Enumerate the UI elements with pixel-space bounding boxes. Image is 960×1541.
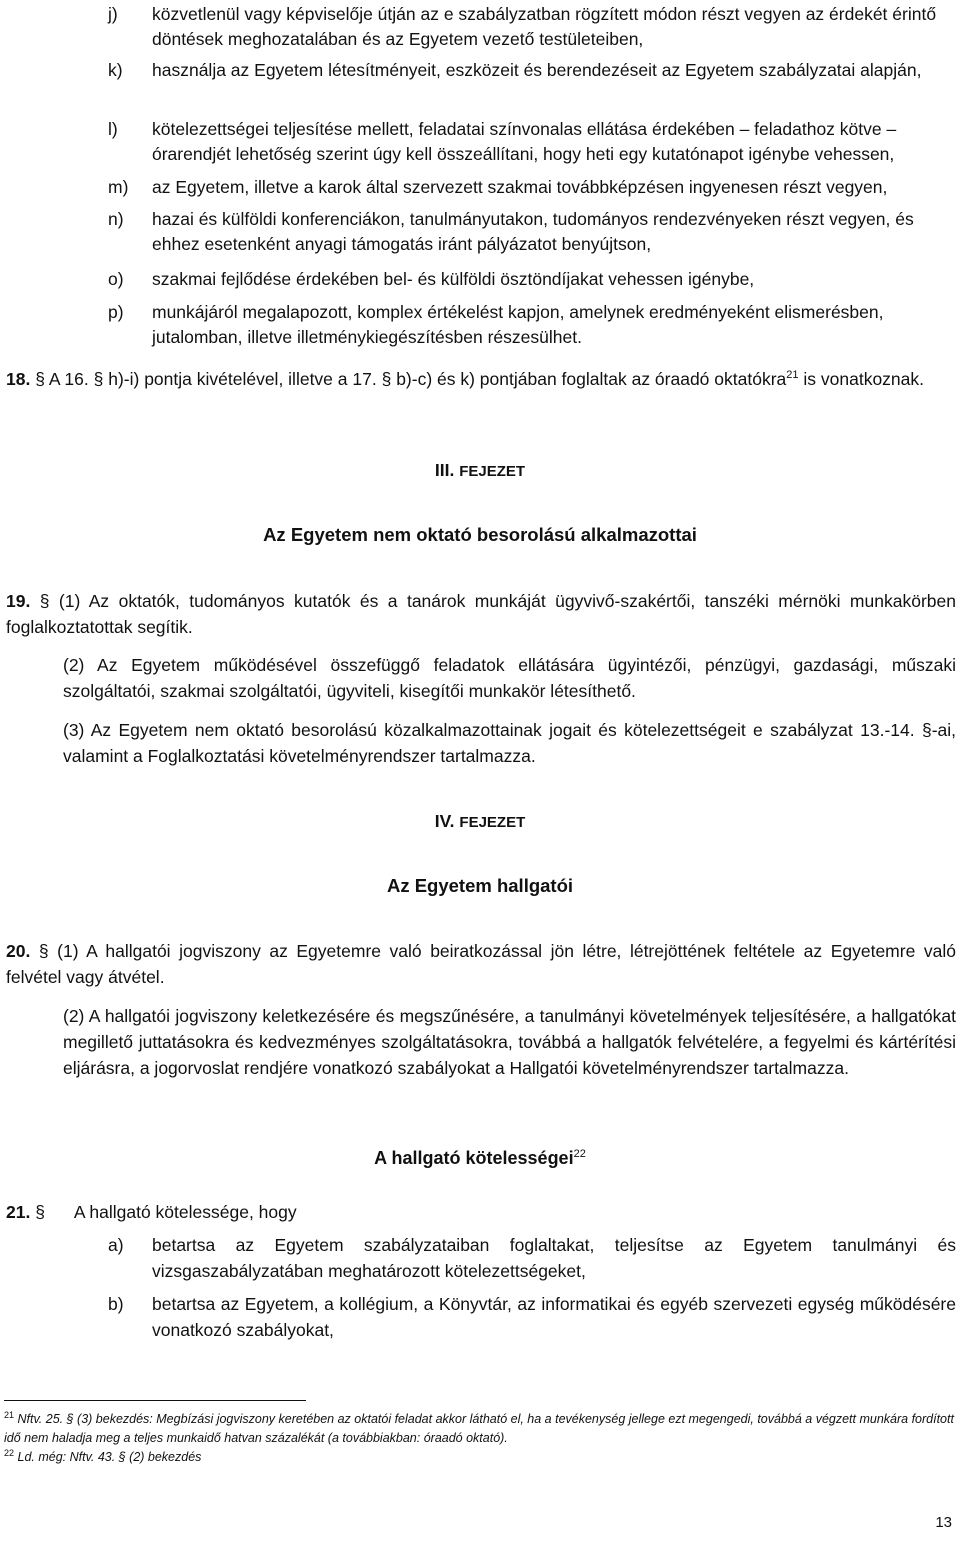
- section-19-p1: [6, 588, 956, 640]
- section-sign: §: [93, 369, 104, 389]
- footnote-separator: [4, 1400, 306, 1401]
- section-text: (2) A hallgatói jogviszony keletkezésére és megszűnésére, a tanulmányi követelmények teljesítésére, a hallgatókat megillető juttatásokra és kedvezményes szolgáltatásokra, továbbá a hallgatók felvételére, a fegyelmi és kártérítési eljárásra, a jogorvoslat rendjére vonatkozó szabályokat a Hallgatói követelményrendszer tartalmazza.: [63, 1006, 956, 1078]
- section-text: (1) Az oktatók, tudományos kutatók és a tanárok munkáját ügyvivő-szakértői, tanszéki mérnöki munkakörben foglalkoztatottak segítik.: [6, 591, 956, 637]
- section-number: 20.: [6, 941, 31, 961]
- section-text: A hallgató kötelessége, hogy: [73, 1202, 297, 1222]
- footnote-ref[interactable]: 21: [786, 369, 799, 382]
- section-sign: §: [38, 941, 49, 961]
- section-sign: §: [66, 1412, 74, 1426]
- section-sign: §: [381, 369, 392, 389]
- list-text: kötelezettségei teljesítése mellett, feladatai színvonalas ellátása érdekében – feladathoz kötve – órarendjét lehetőség szerint úgy kell összeállítani, hogy heti egy kutatónapot igénybe vehessen,: [152, 119, 897, 164]
- list-text: betartsa az Egyetem szabályzataiban foglaltakat, teljesítse az Egyetem tanulmányi és vizsgaszabályzatában meghatározott kötelezettségeket,: [152, 1235, 956, 1281]
- section-18: [6, 366, 956, 392]
- section-text: is vonatkoznak.: [803, 369, 925, 389]
- list-label: l): [108, 119, 118, 139]
- section-21: [6, 1199, 956, 1225]
- footnote-text: (2) bekezdés: [129, 1450, 202, 1464]
- list-label: p): [108, 302, 124, 322]
- footnote-21: [4, 1410, 956, 1448]
- section-19-p2: [63, 652, 956, 704]
- footnote-text: Ld. még: Nftv. 43.: [17, 1450, 116, 1464]
- section-sign: §: [39, 591, 50, 611]
- section-sign: §: [118, 1450, 126, 1464]
- page-number: 13: [935, 1514, 952, 1531]
- list-text: szakmai fejlődése érdekében bel- és külföldi ösztöndíjakat vehessen igénybe,: [152, 269, 755, 289]
- chapter-roman: IV.: [434, 811, 455, 831]
- list-label: j): [108, 4, 118, 24]
- subtitle-obligations: [0, 1148, 960, 1169]
- list-text: betartsa az Egyetem, a kollégium, a Könyvtár, az informatikai és egyéb szervezeti egység működésére vonatkozó szabályokat,: [152, 1294, 956, 1340]
- subtitle-text: A hallgató kötelességei: [374, 1148, 574, 1168]
- section-20-p1: [6, 938, 956, 990]
- section-20-p2: [63, 1003, 956, 1081]
- chapter-word: FEJEZET: [459, 814, 526, 831]
- section-text: (1) A hallgatói jogviszony az Egyetemre való beiratkozással jön létre, létrejöttének feltétele az Egyetemre való felvétel vagy átvétel.: [6, 941, 956, 987]
- list-label: b): [108, 1294, 124, 1314]
- section-sign: §: [921, 720, 932, 740]
- list-label: m): [108, 177, 129, 197]
- section-text: A 16.: [48, 369, 89, 389]
- list-text: használja az Egyetem létesítményeit, eszközeit és berendezéseit az Egyetem szabályzatai alapján,: [152, 60, 922, 80]
- section-text: h)-i) pontja kivételével, illetve a 17.: [108, 369, 377, 389]
- section-text: -ai, valamint a Foglalkoztatási követelményrendszer tartalmazza.: [63, 720, 956, 766]
- section-number: 19.: [6, 591, 31, 611]
- chapter-heading-3: [0, 460, 960, 481]
- list-label: o): [108, 269, 124, 289]
- list-text: munkájáról megalapozott, komplex értékelést kapjon, amelynek eredményeként elismerésben, jutalomban, illetve illetménykiegészítésben részesülhet.: [152, 302, 884, 347]
- list-text: hazai és külföldi konferenciákon, tanulmányutakon, tudományos rendezvényeken részt vegyen, és ehhez esetenként anyagi támogatás iránt pályázatot benyújtson,: [152, 209, 914, 254]
- footnote-22: [4, 1448, 956, 1467]
- list-label: a): [108, 1235, 124, 1255]
- footnote-text: Nftv. 25.: [17, 1412, 64, 1426]
- section-number: 18.: [6, 369, 31, 389]
- chapter-title-3: Az Egyetem nem oktató besorolású alkalmazottai: [263, 524, 697, 545]
- footnote-number: 21: [4, 1409, 15, 1420]
- chapter-word: FEJEZET: [459, 463, 526, 480]
- footnote-number: 22: [4, 1447, 15, 1458]
- chapter-heading-4: [0, 811, 960, 832]
- section-text: b)-c) és k) pontjában foglaltak az óraadó oktatókra: [396, 369, 787, 389]
- list-text: közvetlenül vagy képviselője útján az e szabályzatban rögzített módon részt vegyen az érdekét érintő döntések meghozatalában és az Egyetem vezető testületeiben,: [152, 4, 937, 49]
- footnote-text: (3) bekezdés: Megbízási jogviszony keretében az oktatói feladat akkor látható el, ha a tevékenység jellege ezt megengedi, továbbá a végzett munkára fordított idő nem haladja meg a teljes munkaidő hatvan százalékát (a továbbiakban: óraadó oktató).: [4, 1412, 954, 1445]
- section-sign: §: [35, 369, 45, 389]
- chapter-title-4: Az Egyetem hallgatói: [386, 875, 574, 896]
- list-text: az Egyetem, illetve a karok által szervezett szakmai továbbképzésen ingyenesen részt vegyen,: [152, 177, 888, 197]
- list-label: n): [108, 209, 124, 229]
- list-label: k): [108, 60, 123, 80]
- section-number: 21.: [6, 1202, 31, 1222]
- section-text: (3) Az Egyetem nem oktató besorolású közalkalmazottainak jogait és kötelezettségeit e szabályzat 13.-14.: [63, 720, 915, 740]
- section-sign: §: [35, 1202, 45, 1222]
- section-19-p3: [63, 717, 956, 769]
- section-text: (2) Az Egyetem működésével összefüggő feladatok ellátására ügyintézői, pénzügyi, gazdasági, műszaki szolgáltatói, szakmai szolgáltatói, ügyviteli, kisegítői munkakör létesíthető.: [63, 655, 956, 701]
- footnote-ref[interactable]: 22: [573, 1148, 586, 1160]
- chapter-roman: III.: [434, 460, 455, 480]
